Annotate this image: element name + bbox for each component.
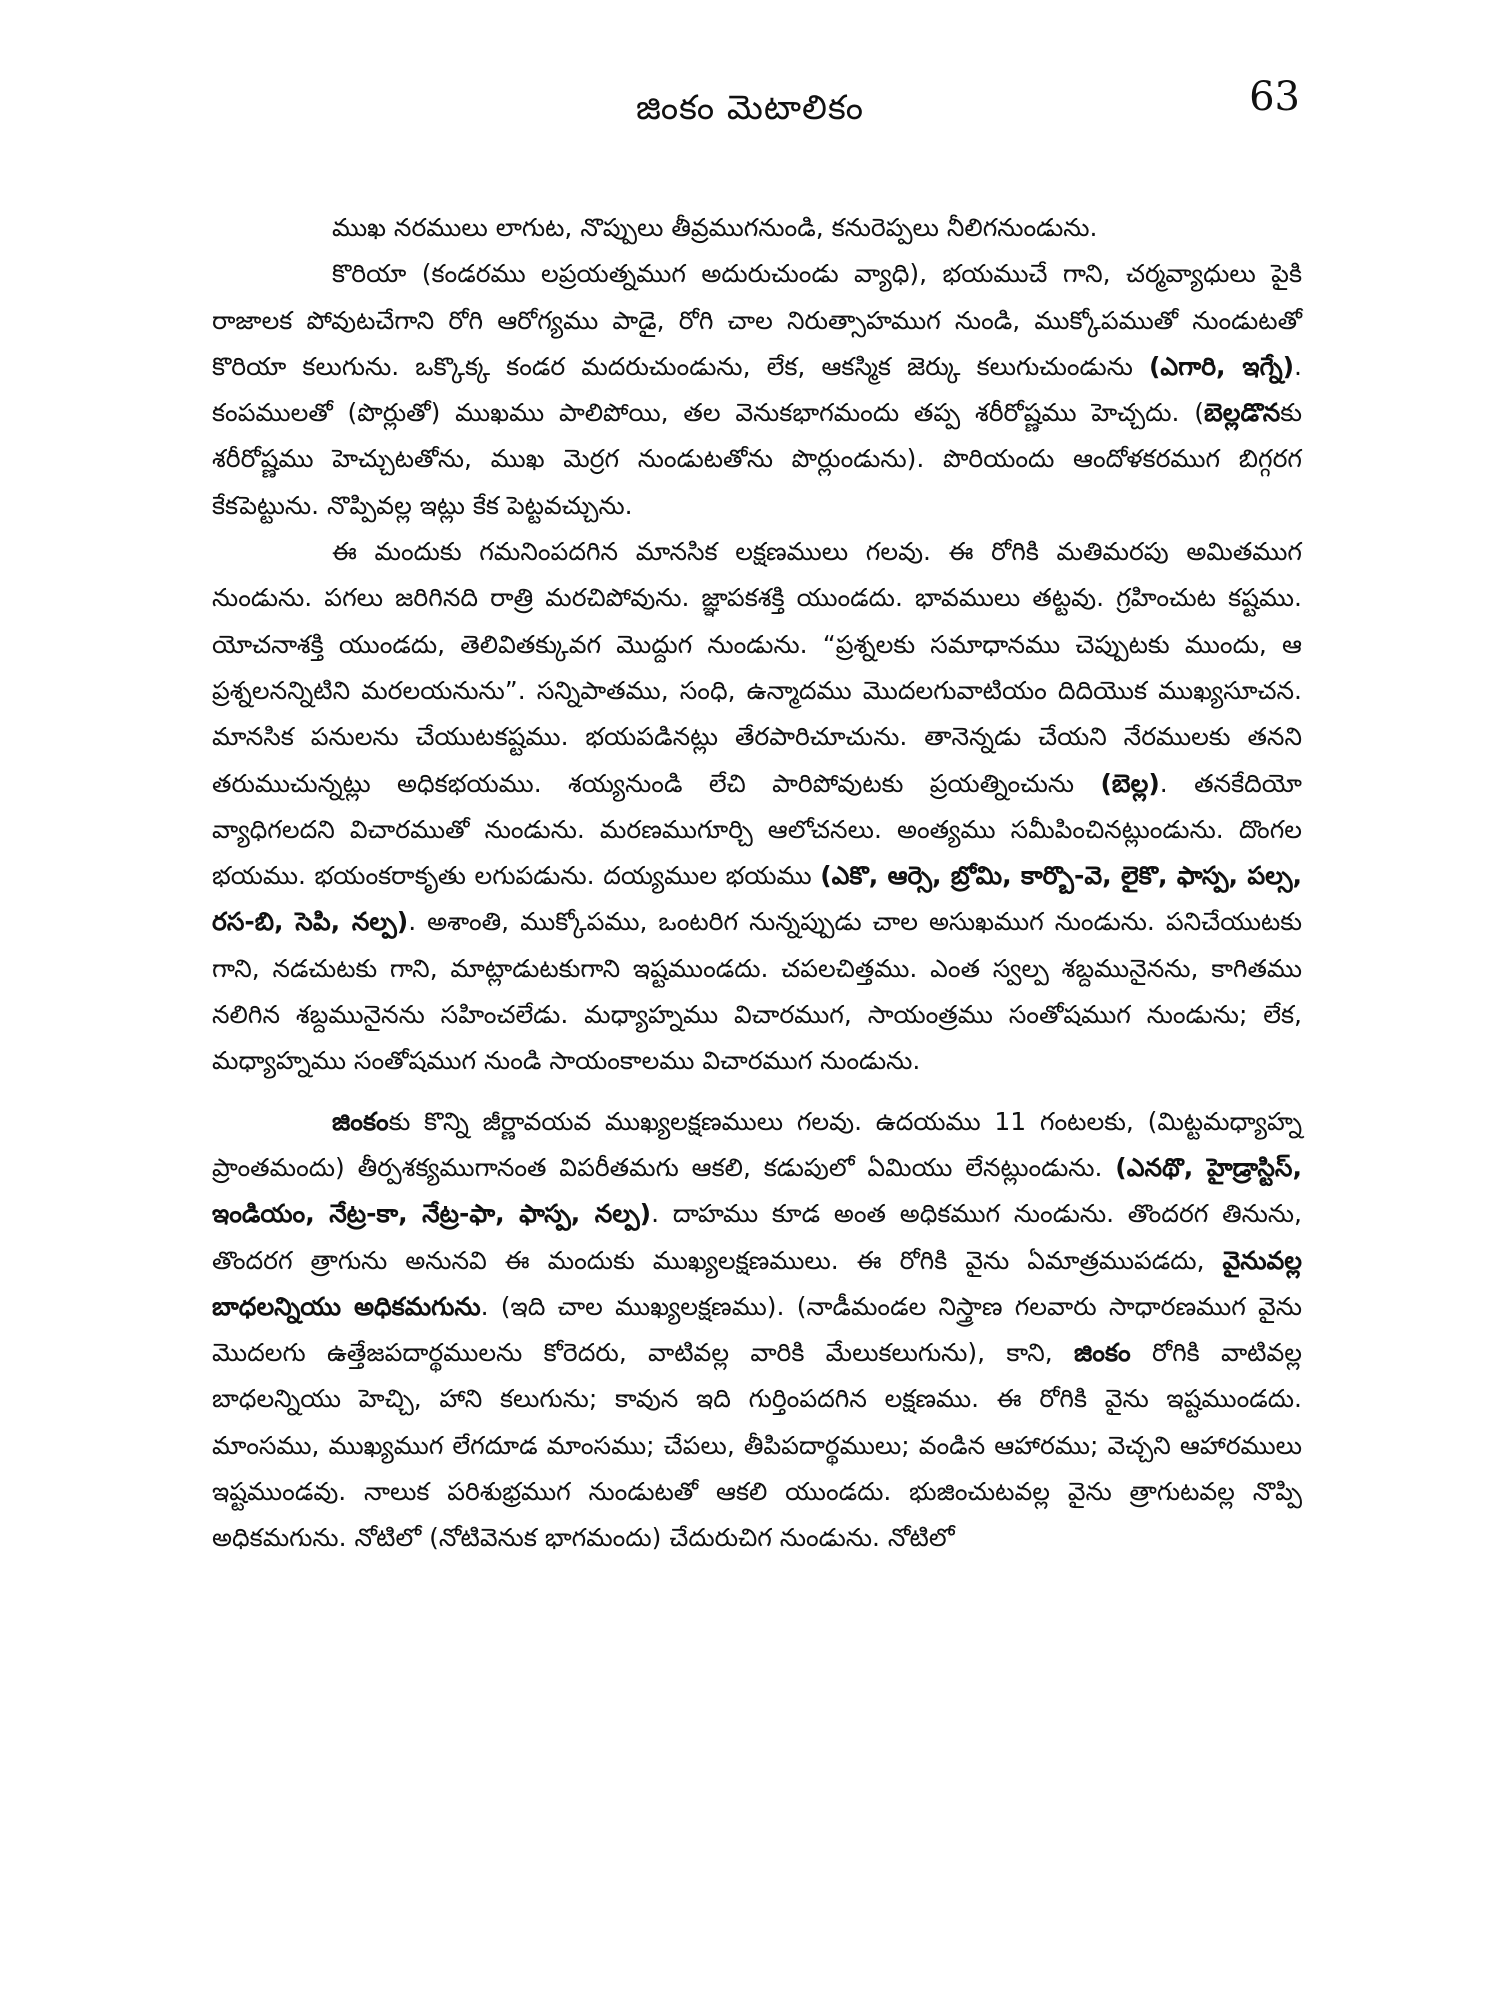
- text-run: కు శరీరోష్ణము హెచ్చుటతోను, ముఖ మెర్రగ నుండుటతోను పొర్లుండును). పొరియందు ఆందోళకరముగ బిగ్గరగ కేకపెట్టును. నొప్పివల్ల ఇట్లు కేక పెట్టవచ్చును.: [212, 398, 1302, 520]
- bold-text-run: వైనువల్ల బాధలన్నియు అధికమగును: [212, 1245, 1302, 1321]
- text-run: . అశాంతి, ముక్కోపము, ఒంటరిగ నున్నప్పుడు చాల అసుఖముగ నుండును. పనిచేయుటకు గాని, నడచుటకు గాని, మాట్లాడుటకుగాని ఇష్టముండదు. చపలచిత్తము. ఎంత స్వల్ప శబ్దమునైనను, కాగితము నలిగిన శబ్దమునైనను సహించలేడు. మధ్యాహ్నము విచారముగ, సాయంత్రము సంతోషముగ నుండును; లేక, మధ్యాహ్నము సంతోషముగ నుండి సాయంకాలము విచారముగ నుండును.: [212, 907, 1302, 1076]
- bold-text-run: (బెల్ల): [1100, 768, 1160, 798]
- page-title: జింకం మెటాలికం: [636, 88, 864, 128]
- bold-text-run: (ఎనథొ, హైడ్రాస్టిస్, ఇండియం, నేట్ర-కా, నేట్ర-ఫా, ఫాస్ప, నల్ప): [212, 1152, 1302, 1229]
- text-run: . దాహము కూడ అంత అధికముగ నుండును. తొందరగ తినును, తొందరగ త్రాగును అనునవి ఈ మందుకు ముఖ్యలక్షణములు. ఈ రోగికి వైను ఏమాత్రముపడదు,: [212, 1199, 1302, 1275]
- bold-text-run: (ఎకొ, ఆర్సె, బ్రోమి, కార్బొ-వె, లైకొ, ఫాస్ప, పల్స, రస-బి, సెపి, నల్ప): [212, 861, 1302, 937]
- text-run: రోగికి వాటివల్ల బాధలన్నియు హెచ్చి, హాని కలుగును; కావున ఇది గుర్తింపదగిన లక్షణము. ఈ రోగికి వైను ఇష్టముండదు. మాంసము, ముఖ్యముగ లేగదూడ మాంసము; చేపలు, తీపిపదార్థములు; వండిన ఆహారము; వెచ్చని ఆహారములు ఇష్టముండవు. నాలుక పరిశుభ్రముగ నుండుటతో ఆకలి యుండదు. భుజించుటవల్ల వైను త్రాగుటవల్ల నొప్పి అధికమగును. నోటిలో (నోటివెనుక భాగమందు) చేదురుచిగ నుండును. నోటిలో: [212, 1338, 1302, 1553]
- text-run: ముఖ నరములు లాగుట, నొప్పులు తీవ్రముగనుండి, కనురెప్పలు నీలిగనుండును.: [332, 213, 1098, 242]
- body-text: [212, 205, 1302, 1562]
- paragraph: [212, 1099, 1302, 1562]
- text-run: . తనకేదియో వ్యాధిగలదని విచారముతో నుండును. మరణముగూర్చి ఆలోచనలు. అంత్యము సమీపించినట్లుండును. దొంగల భయము. భయంకరాకృతు లగుపడును. దయ్యముల భయము: [212, 768, 1302, 891]
- bold-text-run: (ఎగారి, ఇగ్నే): [1149, 351, 1295, 381]
- text-run: . (ఇది చాల ముఖ్యలక్షణము). (నాడీమండల నిస్త్రాణ గలవారు సాధారణముగ వైను మొదలగు ఉత్తేజపదార్థములను కోరెదరు, వాటివల్ల వారికి మేలుకలుగును), కాని,: [212, 1291, 1302, 1368]
- text-run: కొరియా (కండరము లప్రయత్నముగ అదురుచుండు వ్యాధి), భయముచే గాని, చర్మవ్యాధులు పైకి రాజాలక పోవుటచేగాని రోగి ఆరోగ్యము పాడై, రోగి చాల నిరుత్సాహముగ నుండి, ముక్కోపముతో నుండుటతో కొరియా కలుగును. ఒక్కొక్క కండర మదరుచుండును, లేక, ఆకస్మిక జెర్కు కలుగుచుండును: [212, 259, 1302, 381]
- paragraph: [212, 251, 1302, 529]
- bold-text-run: జింకం: [1074, 1338, 1131, 1368]
- paragraph: [212, 529, 1302, 1085]
- text-run: కు కొన్ని జీర్ణావయవ ముఖ్యలక్షణములు గలవు. ఉదయము 11 గంటలకు, (మిట్టమధ్యాహ్న ప్రాంతమందు) తీర్పశక్యముగానంత విపరీతమగు ఆకలి, కడుపులో ఏమియు లేనట్లుండును.: [212, 1106, 1302, 1182]
- text-run: . కంపములతో (పొర్లుతో) ముఖము పాలిపోయి, తల వెనుకభాగమందు తప్ప శరీరోష్ణము హెచ్చదు. (: [212, 351, 1302, 428]
- paragraph: [212, 205, 1302, 251]
- text-run: ఈ మందుకు గమనింపదగిన మానసిక లక్షణములు గలవు. ఈ రోగికి మతిమరపు అమితముగ నుండును. పగలు జరిగినది రాత్రి మరచిపోవును. జ్ఞాపకశక్తి యుండదు. భావములు తట్టవు. గ్రహించుట కష్టము. యోచనాశక్తి యుండదు, తెలివితక్కువగ మొద్దుగ నుండును. “ప్రశ్నలకు సమాధానము చెప్పుటకు ముందు, ఆ ప్రశ్నలనన్నిటిని మరలయనును”. సన్నిపాతము, సంధి, ఉన్మాదము మొదలగువాటియం దిదియొక ముఖ్యసూచన. మానసిక పనులను చేయుటకష్టము. భయపడినట్లు తేరపారిచూచును. తానెన్నడు చేయని నేరములకు తనని తరుముచున్నట్లు అధికభయము. శయ్యనుండి లేచి పారిపోవుటకు ప్రయత్నించును: [212, 537, 1302, 798]
- bold-text-run: బెల్లడొన: [1203, 398, 1281, 428]
- page-number: 63: [1249, 74, 1300, 120]
- bold-text-run: జింకం: [332, 1106, 389, 1136]
